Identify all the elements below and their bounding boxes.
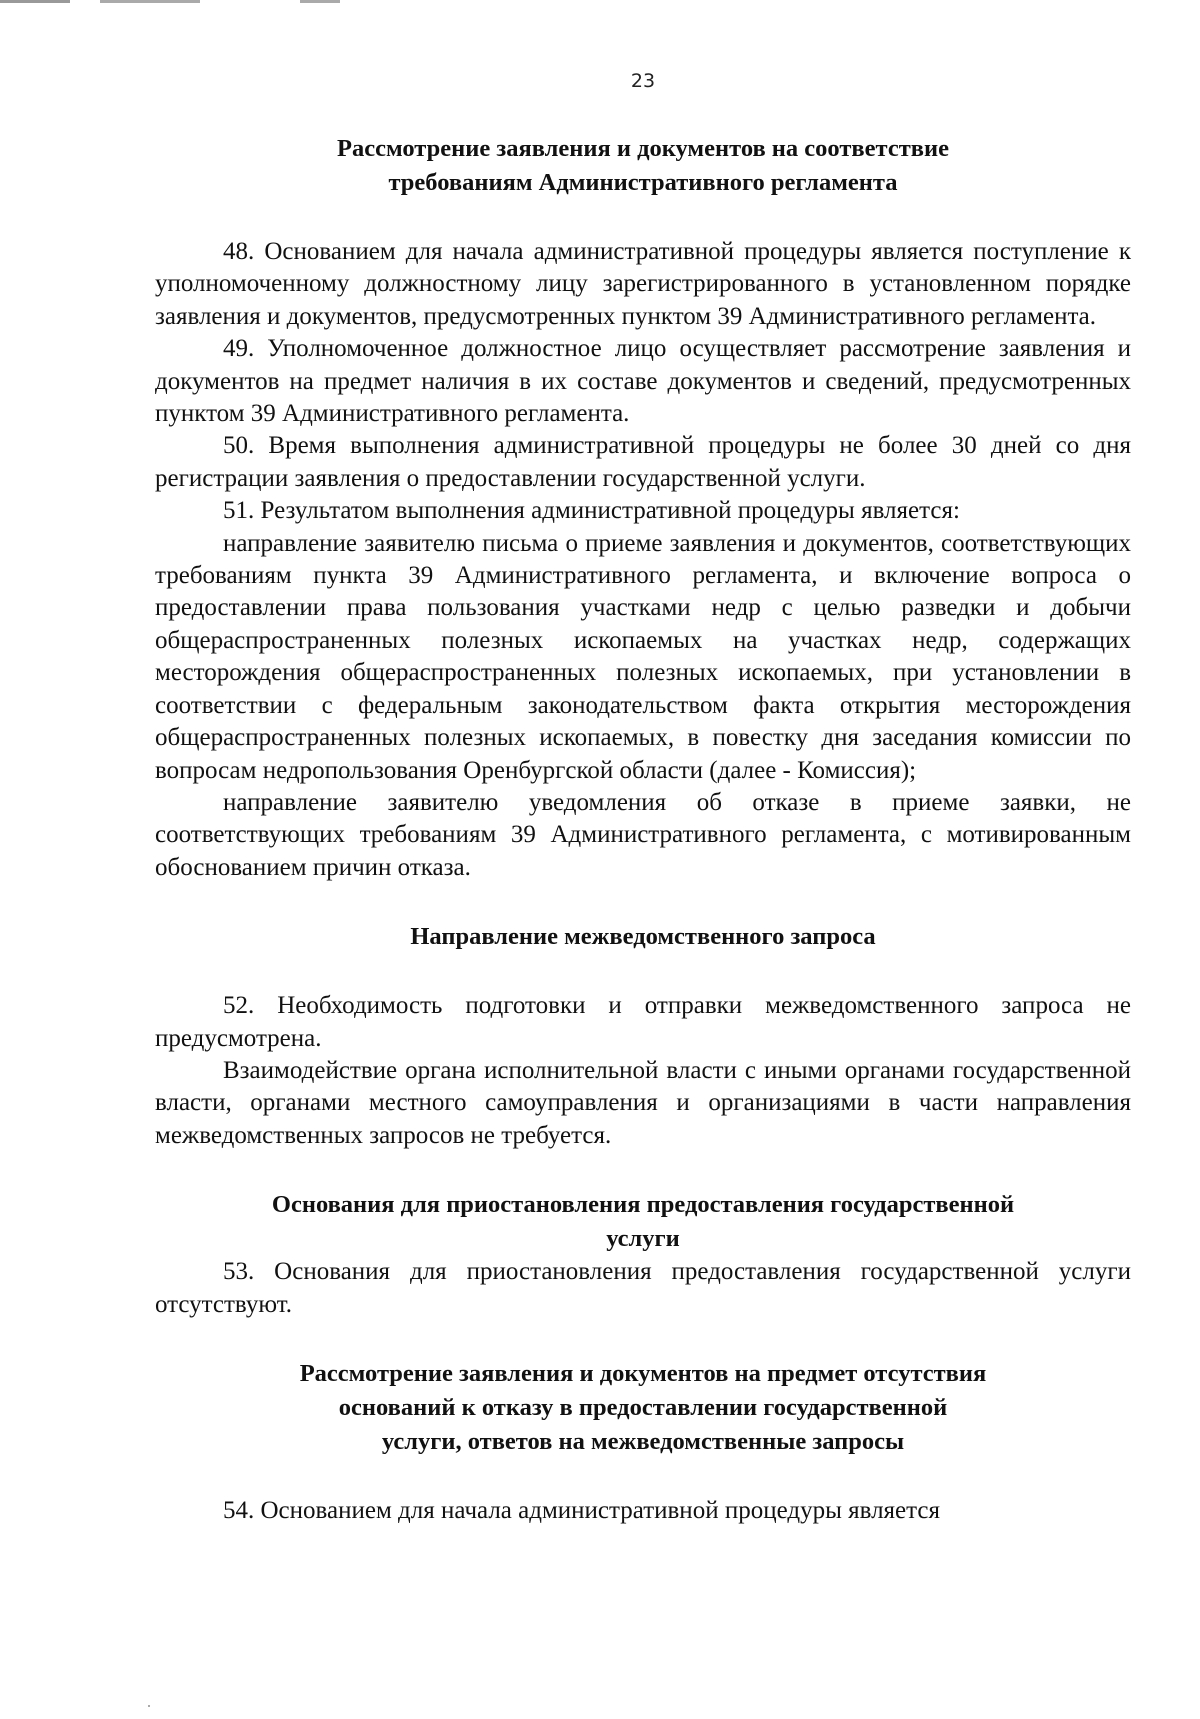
paragraph-48: 48. Основанием для начала административной процедуры является поступление к уполномоченному должностному лицу зарегистрированного в установленном порядке заявления и документов, предусмотренных пунктом 39 Административного регламента.	[155, 238, 1131, 330]
section-heading	[155, 132, 1131, 200]
paragraph-50: 50. Время выполнения административной процедуры не более 30 дней со дня регистрации заявления о предоставлении государственной услуги.	[155, 432, 1131, 492]
paragraph-51-item-refuse: направление заявителю уведомления об отказе в приеме заявки, не соответствующих требованиям 39 Административного регламента, с мотивированным обоснованием причин отказа.	[155, 788, 1131, 881]
section-review-compliance	[155, 132, 1131, 884]
heading-line: оснований к отказу в предоставлении государственной	[338, 1393, 948, 1421]
paragraph-49: 49. Уполномоченное должностное лицо осуществляет рассмотрение заявления и документов на предмет наличия в их составе документов и сведений, предусмотренных пунктом 39 Административного регламента.	[155, 335, 1131, 428]
heading-line: Рассмотрение заявления и документов на соответствие	[337, 135, 949, 162]
scan-edge-mark	[0, 0, 360, 3]
paragraph-53: 53. Основания для приостановления предоставления государственной услуги отсутствуют.	[155, 1258, 1131, 1318]
scan-speck	[148, 1705, 150, 1707]
heading-line: Рассмотрение заявления и документов на предмет отсутствия	[299, 1359, 987, 1387]
heading-line: требованиям Административного регламента	[388, 169, 898, 196]
heading-line: услуги	[606, 1225, 680, 1253]
section-refusal-grounds-review	[155, 1357, 1131, 1527]
paragraph-51-item-accept: направление заявителю письма о приеме заявления и документов, соответствующих требованиям пункта 39 Административного регламента, и включение вопроса о предоставлении права пользования участками недр с целью разведки и добычи общераспространенных полезных ископаемых на участках недр, содержащих месторождения общераспространенных полезных ископаемых, при установлении в соответствии с федеральным законодательством факта открытия месторождения общераспространенных полезных ископаемых, в повестку дня заседания комиссии по вопросам недропользования Оренбургской области (далее - Комиссия);	[155, 529, 1131, 784]
section-heading	[155, 1188, 1131, 1256]
section-heading	[155, 920, 1131, 954]
document-page	[155, 70, 1131, 1527]
heading-line: Основания для приостановления предоставления государственной	[271, 1191, 1015, 1219]
page-number: 23	[630, 70, 656, 92]
section-suspension-grounds	[155, 1188, 1131, 1321]
paragraph-54: 54. Основанием для начала административной процедуры является	[223, 1496, 940, 1524]
section-heading	[155, 1357, 1131, 1459]
paragraph-52-interaction: Взаимодействие органа исполнительной власти с иными органами государственной власти, органами местного самоуправления и организациями в части направления межведомственных запросов не требуется.	[155, 1056, 1131, 1149]
paragraph-52: 52. Необходимость подготовки и отправки межведомственного запроса не предусмотрена.	[155, 992, 1131, 1052]
heading-line: услуги, ответов на межведомственные запросы	[381, 1427, 905, 1455]
section-interagency-request	[155, 920, 1131, 1152]
heading-line: Направление межведомственного запроса	[410, 923, 876, 951]
paragraph-51: 51. Результатом выполнения административной процедуры является:	[223, 497, 960, 525]
